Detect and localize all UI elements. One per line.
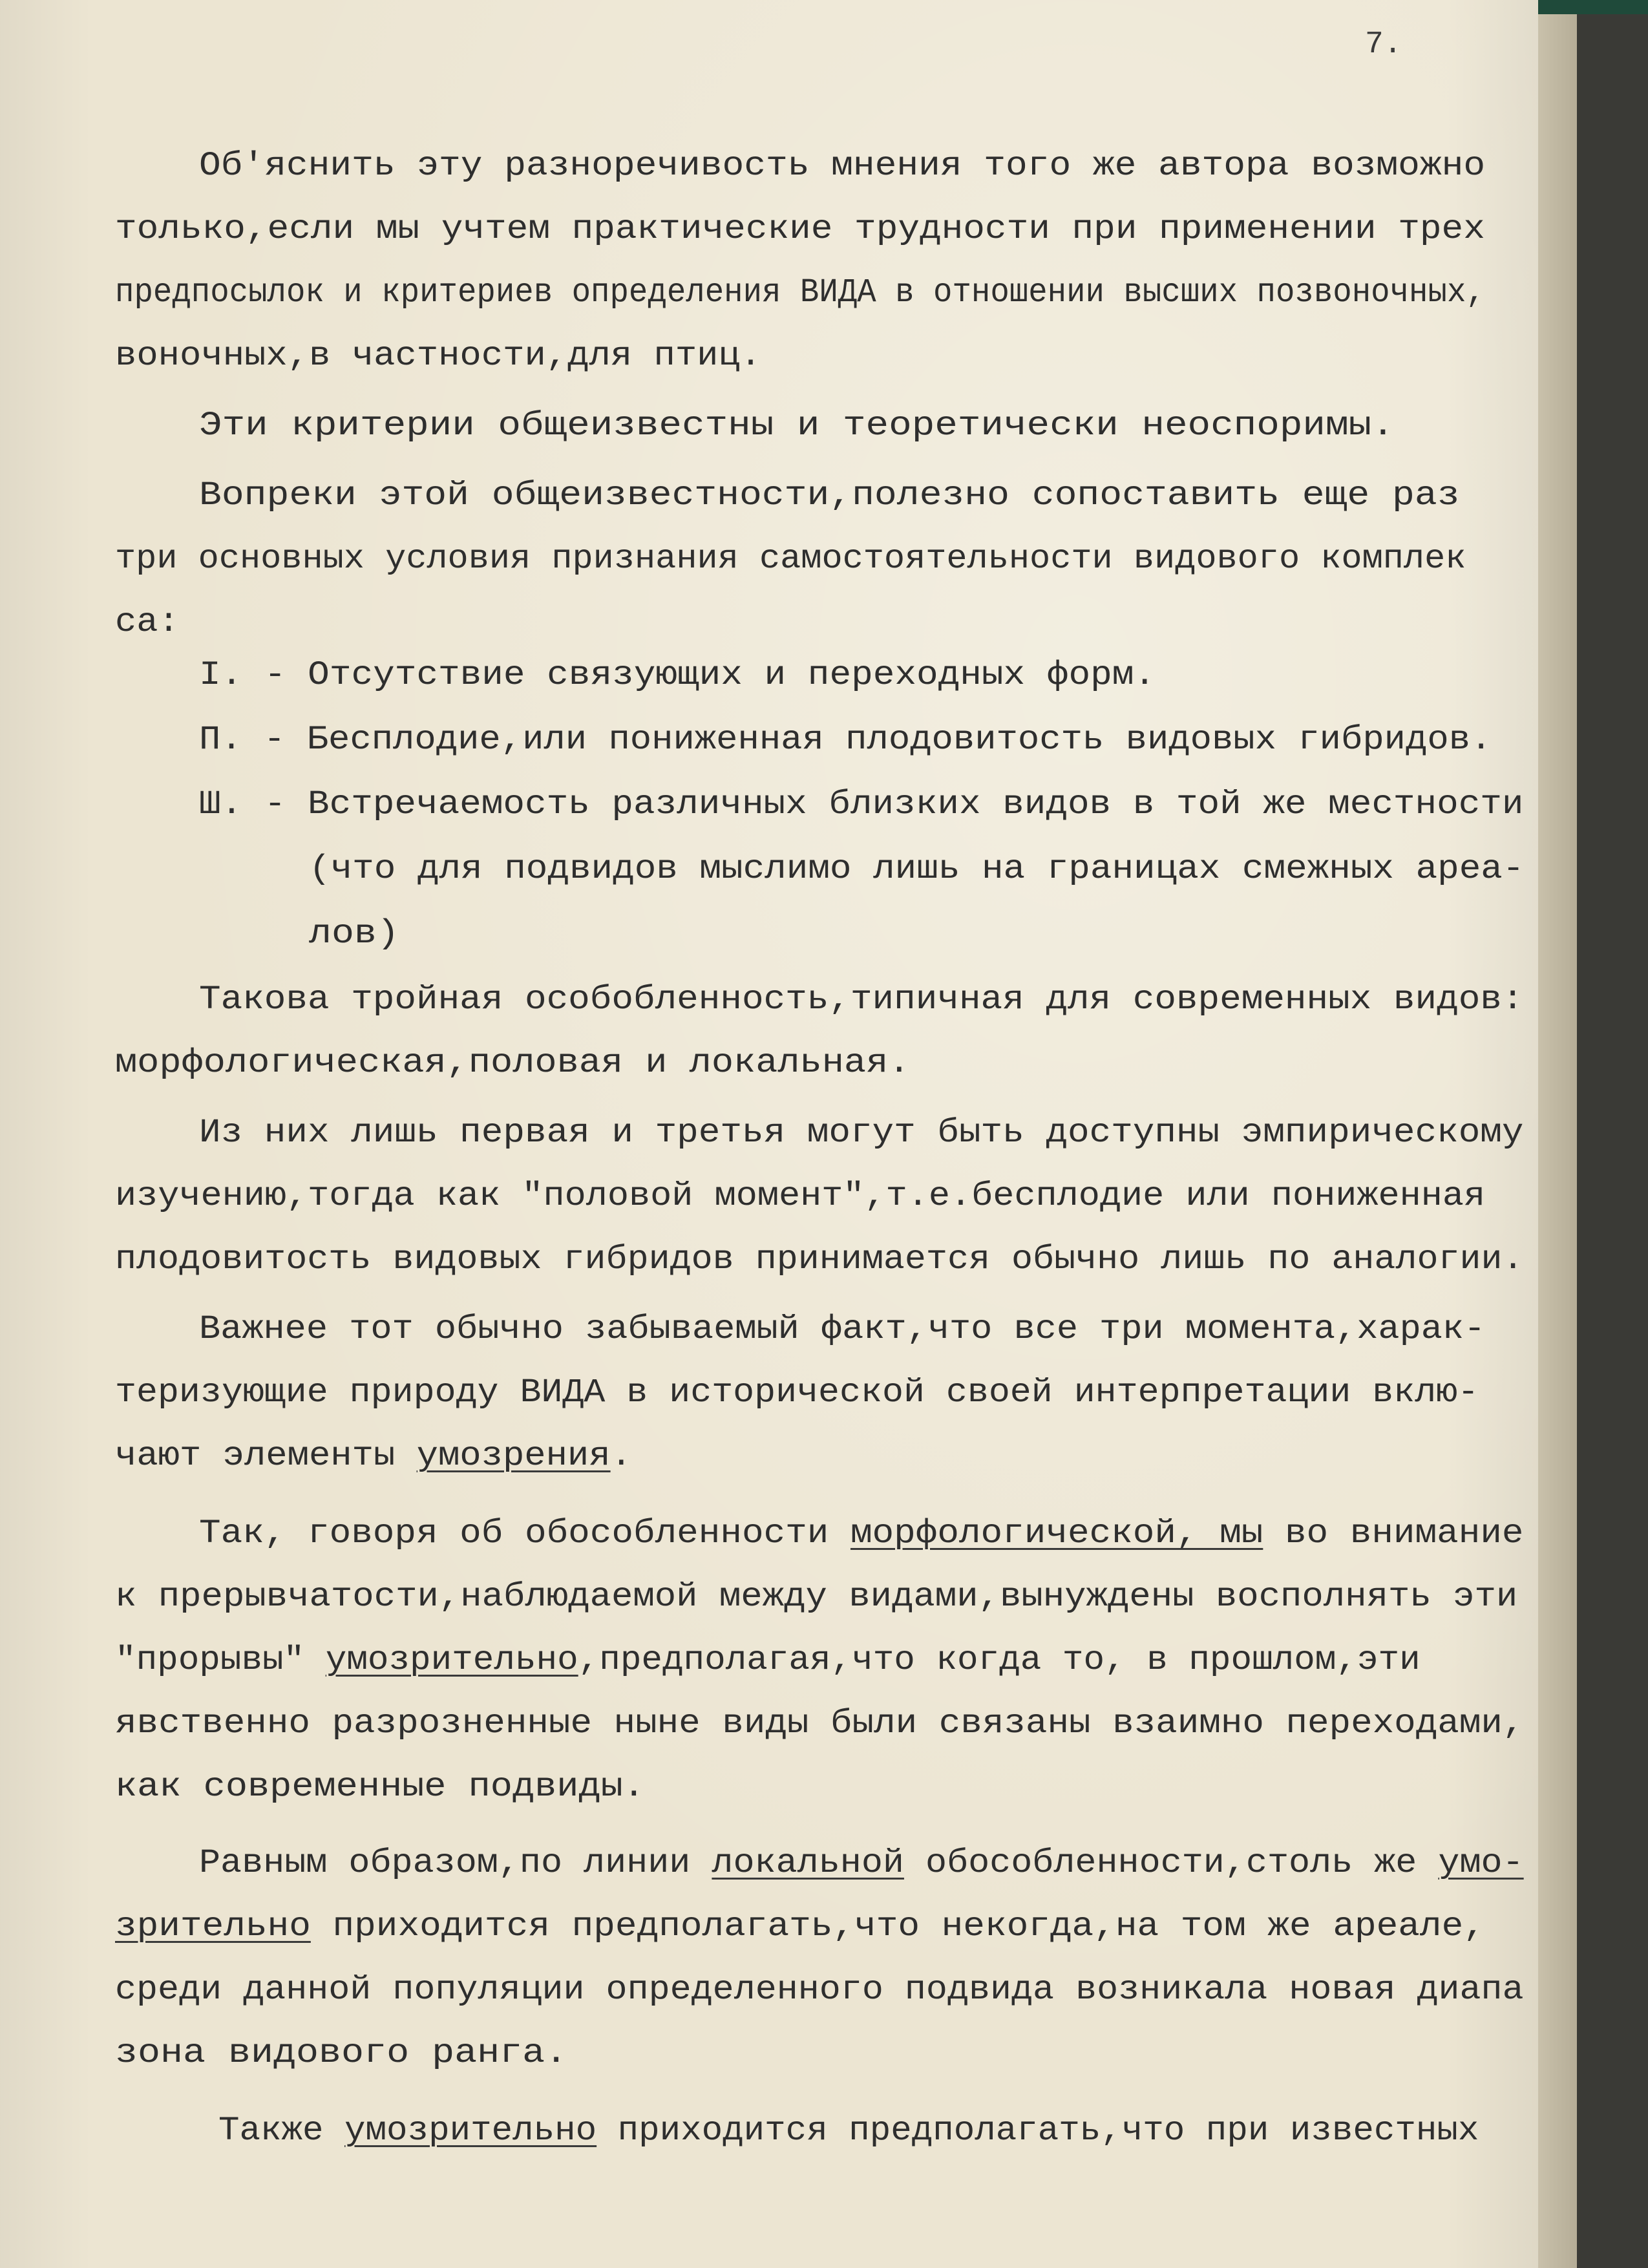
text-run: зона видового ранга.	[115, 2034, 568, 2072]
text-line	[199, 977, 1524, 1023]
text-line	[115, 334, 761, 379]
underlined-text: умозрительно	[325, 1641, 578, 1679]
text-run: ,предполагая,что когда то, в прошлом,эти	[578, 1641, 1421, 1679]
text-line	[115, 1574, 1517, 1620]
text-run: лов)	[309, 915, 399, 953]
text-line	[199, 782, 1524, 827]
text-run: среди данной популяции определенного подвида возникала новая диапа	[115, 1971, 1524, 2009]
text-line	[218, 2108, 1479, 2154]
cover-edge	[1538, 0, 1648, 14]
text-line	[115, 1701, 1524, 1746]
text-run: са:	[115, 603, 180, 641]
text-line	[115, 1967, 1524, 2013]
page-number: 7.	[1365, 27, 1402, 62]
background-edge	[1577, 0, 1648, 2268]
text-line	[199, 403, 1395, 449]
text-line	[199, 1307, 1485, 1352]
text-line	[309, 911, 399, 957]
text-line	[199, 717, 1492, 763]
underlined-text: локальной	[712, 1844, 904, 1882]
text-run: Вопреки этой общеизвестности,полезно сопоставить еще раз	[199, 476, 1460, 514]
text-run: во внимание	[1263, 1514, 1524, 1553]
text-line	[115, 1041, 910, 1086]
text-run: Равным образом,по линии	[199, 1844, 712, 1882]
text-run: изучению,тогда как "половой момент",т.е.бесплодие или пониженная	[115, 1177, 1486, 1215]
text-line	[199, 1110, 1524, 1156]
text-run: явственно разрозненные ныне виды были связаны взаимно переходами,	[115, 1704, 1525, 1743]
text-run: воночных,в частности,для птиц.	[115, 337, 762, 375]
text-run: Так, говоря об обособленности	[199, 1514, 850, 1553]
text-run: .	[610, 1437, 632, 1475]
underlined-text: умо-	[1438, 1844, 1524, 1882]
text-run: чают элементы	[115, 1437, 417, 1475]
text-line	[115, 1237, 1524, 1282]
text-line	[115, 1904, 1485, 1949]
text-run: П. - Бесплодие,или пониженная плодовитость видовых гибридов.	[199, 721, 1492, 759]
text-run: Ш. - Встречаемость различных близких видов в той же местности	[199, 785, 1524, 823]
text-line	[199, 1841, 1524, 1886]
text-run: Важнее тот обычно забываемый факт,что все три момента,харак-	[199, 1310, 1486, 1348]
text-run: приходится предполагать,что некогда,на том же ареале,	[310, 1907, 1485, 1945]
underlined-text: умозрения	[416, 1437, 611, 1475]
text-run: как современные подвиды.	[115, 1768, 645, 1806]
text-line	[115, 1370, 1479, 1415]
text-run: обособленности,столь же	[903, 1844, 1439, 1882]
text-line	[199, 143, 1485, 189]
underlined-text: умозрительно	[344, 2112, 597, 2150]
text-line	[115, 2031, 567, 2076]
text-run: к прерывчатости,наблюдаемой между видами,вынуждены восполнять эти	[115, 1578, 1518, 1616]
text-run: только,если мы учтем практические трудности при применении трех	[115, 210, 1485, 248]
text-run: три основных условия признания самостоятельности видового комплек	[115, 540, 1466, 578]
text-run: (что для подвидов мыслимо лишь на границах смежных ареа-	[309, 850, 1525, 888]
text-line	[115, 536, 1466, 582]
text-line	[199, 473, 1460, 518]
text-line	[115, 600, 180, 645]
text-line	[115, 1174, 1485, 1219]
text-run: Из них лишь первая и третья могут быть доступны эмпирическому	[199, 1114, 1524, 1152]
text-run: Об'яснить эту разноречивость мнения того же автора возможно	[199, 147, 1486, 185]
text-run: "прорывы"	[115, 1641, 326, 1679]
text-run: Эти критерии общеизвестны и теоретически неоспоримы.	[199, 407, 1395, 445]
text-run: приходится предполагать,что при известных	[597, 2112, 1479, 2150]
page-edge	[1538, 0, 1577, 2268]
text-run: Также	[218, 2112, 345, 2150]
text-line	[115, 207, 1485, 252]
text-run: предпосылок и критериев определения ВИДА в отношении высших позвоночных,	[115, 273, 1485, 312]
text-run: плодовитость видовых гибридов принимается обычно лишь по аналогии.	[115, 1240, 1524, 1278]
text-run: морфологическая,половая и локальная.	[115, 1044, 911, 1082]
text-line	[199, 653, 1156, 698]
text-run: I. - Отсутствие связующих и переходных форм.	[199, 656, 1156, 694]
text-line	[115, 270, 1485, 315]
text-line	[199, 1511, 1524, 1556]
text-line	[115, 1638, 1421, 1683]
text-line	[309, 847, 1524, 892]
text-line	[115, 1434, 632, 1479]
text-run: Такова тройная особобленность,типичная для современных видов:	[199, 980, 1524, 1019]
underlined-text: морфологической, мы	[850, 1514, 1263, 1553]
underlined-text: зрительно	[115, 1907, 311, 1945]
text-line	[115, 1765, 645, 1810]
text-run: теризующие природу ВИДА в исторической своей интерпретации вклю-	[115, 1373, 1479, 1412]
